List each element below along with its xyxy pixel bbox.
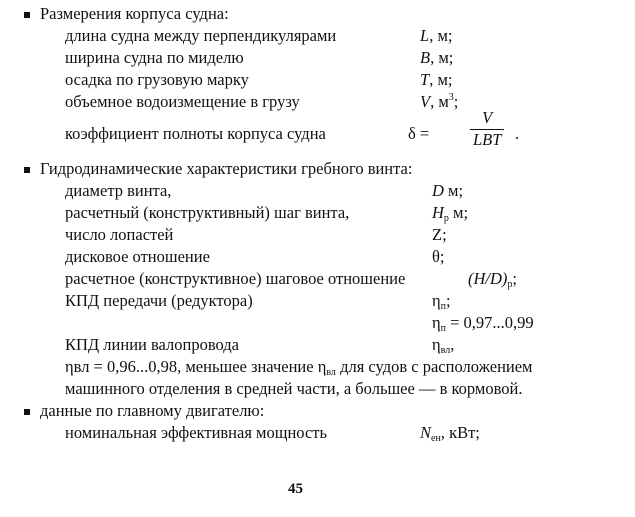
fraction-denominator: LBT [473, 129, 502, 149]
section-heading: Гидродинамические характеристики гребного винта: [40, 159, 413, 178]
fraction [470, 110, 504, 148]
param-value: L, м; [420, 26, 453, 45]
param-value: Z; [432, 225, 447, 244]
param-label: расчетный (конструктивный) шаг винта, [65, 203, 350, 222]
param-label: коэффициент полноты корпуса судна [65, 124, 326, 143]
param-label: ширина судна по миделю [65, 48, 244, 67]
bullet-icon [24, 12, 30, 18]
param-value: θ; [432, 247, 445, 266]
note-text: машинного отделения в средней части, а большее — в кормовой. [65, 379, 523, 398]
param-label: диаметр винта, [65, 181, 172, 200]
param-value: T, м; [420, 70, 453, 89]
param-value: $\eta_п = 0,97...0,99$ [432, 313, 534, 334]
param-label: КПД линии валопровода [65, 335, 240, 354]
param-label: КПД передачи (редуктора) [65, 291, 253, 310]
section-heading: Размерения корпуса судна: [40, 4, 229, 23]
param-label: расчетное (конструктивное) шаговое отношение [65, 269, 406, 288]
param-value: V, $м^3$; [420, 92, 459, 111]
section-heading: данные по главному двигателю: [40, 401, 265, 420]
param-label: объемное водоизмещение в грузу [65, 92, 300, 111]
param-label: число лопастей [65, 225, 174, 244]
param-label: длина судна между перпендикулярами [65, 26, 337, 45]
param-value: $N_{ен}$, кВт; [420, 423, 480, 444]
param-label: осадка по грузовую марку [65, 70, 249, 89]
param-value: $(H/D)_p$; [468, 269, 517, 290]
fraction-numerator: V [482, 108, 493, 127]
param-symbol: δ = [408, 124, 430, 143]
param-value: $\eta_п$; [432, 291, 451, 312]
param-value: B, м; [420, 48, 454, 67]
param-value: $\eta_{вл}$, [432, 335, 455, 356]
note-text: ηвл = 0,96...0,98, меньшее значение $\eta_{вл}$ для судов с расположением [65, 357, 533, 378]
bullet-icon [24, 167, 30, 173]
page-number: 45 [288, 481, 303, 497]
param-value: D м; [432, 181, 464, 200]
bullet-icon [24, 409, 30, 415]
fraction-period: . [515, 124, 520, 143]
param-label: номинальная эффективная мощность [65, 423, 328, 442]
param-value: $H_p$ м; [432, 203, 469, 224]
param-label: дисковое отношение [65, 247, 210, 266]
